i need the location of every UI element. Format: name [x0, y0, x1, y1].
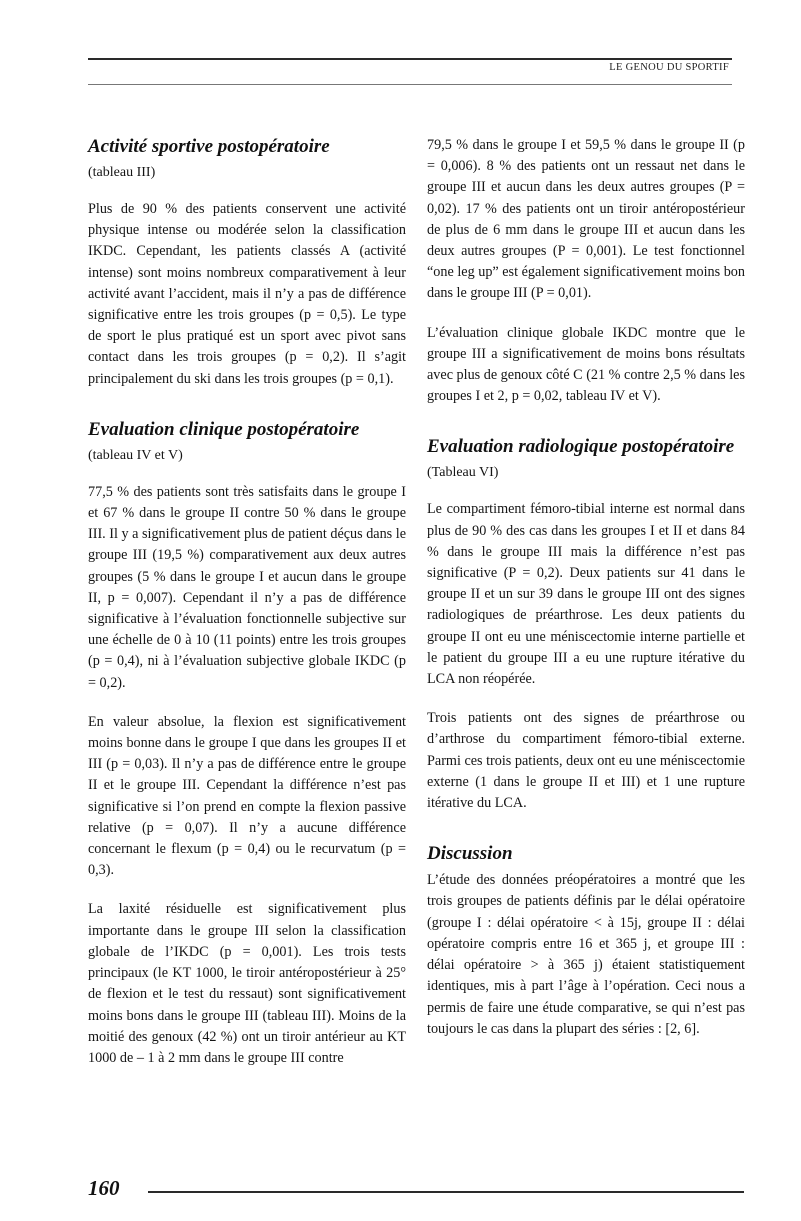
paragraph-radiologique-2: Trois patients ont des signes de préarthrose ou d’arthrose du compartiment fémoro-tibial externe. Parmi ces trois patients, deux ont eu une méniscectomie externe (1 dans le groupe II et III) et 1 une rupture itérative du LCA. [427, 710, 745, 812]
paragraph-clinique-3: La laxité résiduelle est significativement plus importante dans le groupe III selon la classification globale de l’IKDC (p = 0,001). Les trois tests principaux (le KT 1000, le tiroir antéropostérieur à 25° de flexion et le test du ressaut) sont significativement moins bons dans le groupe III (tableau III). Moins de la moitié des genoux (42 %) ont un tiroir antérieur au KT 1000 de – 1 à 2 mm dans le groupe III contre [88, 901, 406, 1066]
section-subtitle-evaluation-clinique: (tableau IV et V) [88, 447, 183, 463]
paragraph-discussion-1: L’étude des données préopératoires a montré que les trois groupes de patients définis par le délai opératoire (groupe I : délai opératoire < à 15j, groupe II : délai opératoire compris entre 16 et 365 j, et groupe III : délai opératoire > à 365 j) étaient statistiquement identiques, mis à part l’âge à l’opération. Ceci nous a permis de faire une étude comparative, se qui n’est pas toujours le cas dans la plupart des séries : [2, 6]. [427, 872, 745, 1037]
header-rule-bottom [88, 84, 732, 85]
paragraph-clinique-2: En valeur absolue, la flexion est significativement moins bonne dans le groupe I que dans les groupes II et III (p = 0,03). Il n’y a pas de différence entre le groupe II et le groupe III. Cependant la différence n’est pas significative si l’on prend en compte la flexion passive relative (p = 0,07). Il n’y a aucune différence concernant le flexum (p = 0,4) ou le recurvatum (p = 0,3). [88, 713, 406, 879]
paragraph-clinique-1: 77,5 % des patients sont très satisfaits dans le groupe I et 67 % dans le groupe II contre 50 % dans le groupe III. Il y a significativement plus de patient déçus dans le groupe III (19,5 %) comparativement aux deux autres groupes (5 % dans le groupe I et aucun dans le groupe II, p = 0,007). Cependant il n’y a pas de différence significative à l’évaluation fonctionnelle subjective sur une échelle de 0 à 10 (11 points) entre les trois groupes (p = 0,4), ni à l’évaluation subjective globale IKDC (p = 0,2). [88, 483, 406, 691]
section-subtitle-activite: (tableau III) [88, 165, 156, 180]
section-title-activite: Activité sportive postopératoire [88, 136, 330, 157]
header-rule-top [88, 58, 732, 60]
page-number: 160 [88, 1176, 120, 1200]
left-column [88, 135, 406, 1087]
section-subtitle-evaluation-radiologique: (Tableau VI) [427, 465, 499, 481]
section-title-evaluation-clinique: Evaluation clinique postopératoire [88, 418, 360, 440]
paragraph-continuation-1: 79,5 % dans le groupe I et 59,5 % dans le groupe II (p = 0,006). 8 % des patients ont un ressaut net dans le groupe III et aucun dans les deux autres groupes (P = 0,02). 17 % des patients ont un tiroir antéropostérieur de plus de 6 mm dans le groupe III et aucun dans les deux autres groupes (P = 0,001). Le test fonctionnel “one leg up” est également significativement moins bon dans le groupe III (P = 0,01). [427, 137, 745, 302]
section-title-discussion: Discussion [427, 843, 513, 865]
paragraph-activite-1: Plus de 90 % des patients conservent une activité physique intense ou modérée selon la classification IKDC. Cependant, les patients classés A (activité intense) sont moins nombreux comparativement à leur activité avant l’accident, mais il n’y a pas de différence significative entre les trois groupes (p = 0,5). Le type de sport le plus pratiqué est un sport avec pivot sans contact dans les trois groupes (p = 0,2). Il s’agit principalement du ski dans les trois groupes (p = 0,1). [88, 201, 406, 387]
right-column [427, 135, 745, 1058]
paragraph-radiologique-1: Le compartiment fémoro-tibial interne est normal dans plus de 90 % des cas dans les groupes I et II et dans 84 % dans le groupe III mais la différence n’est pas significative (P = 0,2). Deux patients sur 41 dans le groupe II et un sur 39 dans le groupe III ont des signes radiologiques de préarthrose. Les deux patients du groupe II ont eu une méniscectomie interne partielle et le patient du groupe III a eu une rupture itérative du LCA non réopérée. [427, 501, 745, 688]
footer-rule [148, 1191, 744, 1193]
running-head: LE GENOU DU SPORTIF [609, 62, 729, 73]
paragraph-continuation-2: L’évaluation clinique globale IKDC montre que le groupe III a significativement de moins bons résultats avec plus de genoux côté C (21 % contre 2,5 % dans les groupes I et 2, p = 0,02, tableau IV et V). [427, 324, 745, 405]
section-title-evaluation-radiologique: Evaluation radiologique postopératoire [427, 436, 735, 458]
